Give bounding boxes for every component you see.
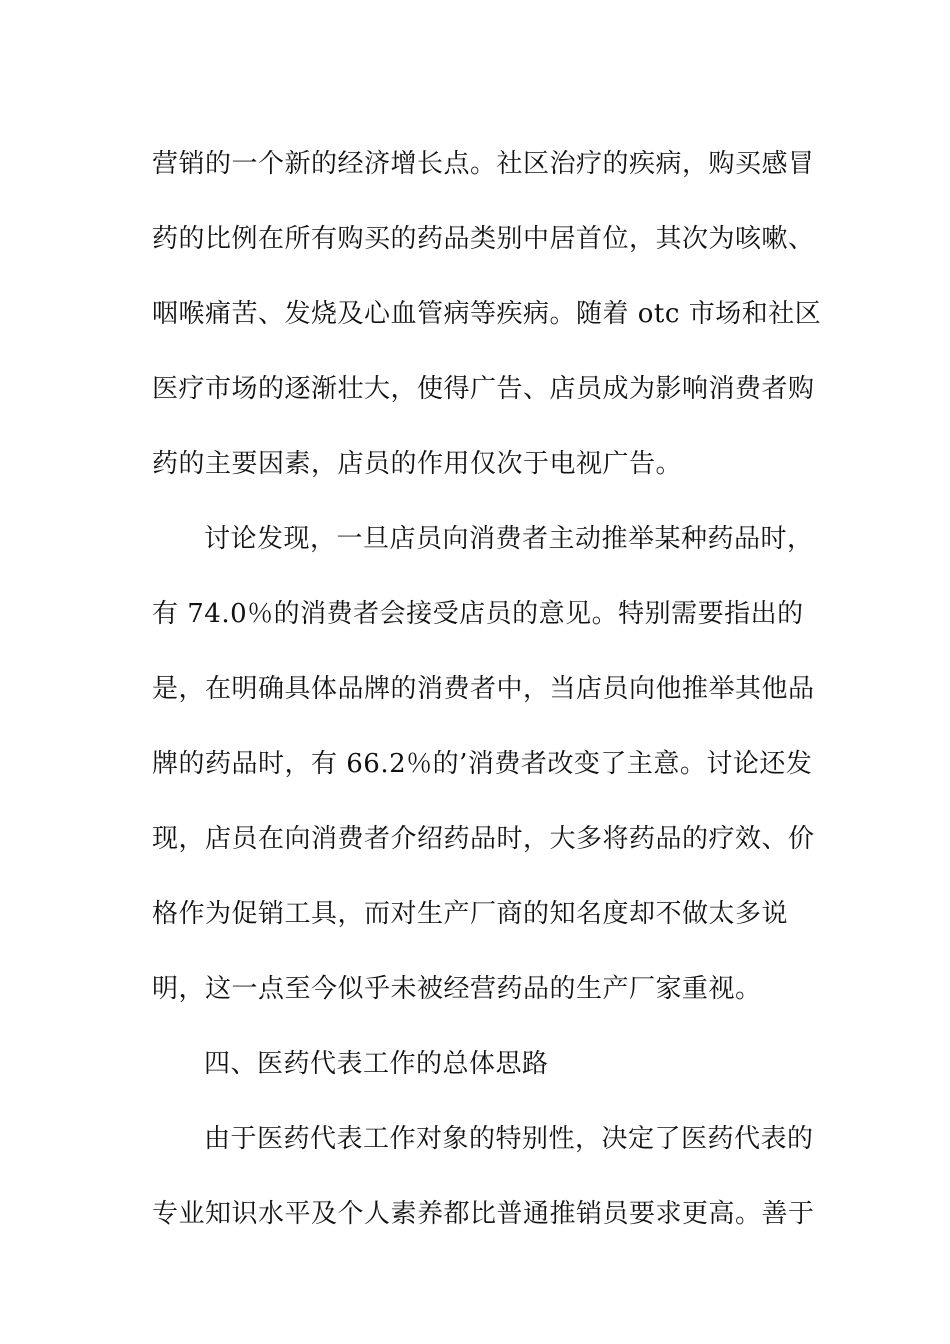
text-line: 药的比例在所有购买的药品类别中居首位，其次为咳嗽、 (152, 224, 815, 254)
text-line: 明，这一点至今似乎未被经营药品的生产厂家重视。 (152, 974, 762, 1004)
document-body (152, 127, 822, 1252)
text-line: 营销的一个新的经济增长点。社区治疗的疾病，购买感冒 (152, 149, 815, 179)
text-line: 牌的药品时，有 66.2％的’消费者改变了主意。讨论还发 (152, 749, 813, 779)
text-line: 是，在明确具体品牌的消费者中，当店员向他推举其他品 (152, 674, 815, 704)
text-line: 讨论发现，一旦店员向消费者主动推举某种药品时， (204, 524, 814, 554)
text-line: 由于医药代表工作对象的特别性，决定了医药代表的 (204, 1124, 814, 1154)
text-line: 医疗市场的逐渐壮大，使得广告、店员成为影响消费者购 (152, 374, 815, 404)
text-line: 药的主要因素，店员的作用仅次于电视广告。 (152, 449, 683, 479)
text-line: 格作为促销工具，而对生产厂商的知名度却不做太多说 (152, 899, 789, 929)
text-line: 咽喉痛苦、发烧及心血管病等疾病。随着 otc 市场和社区 (152, 299, 822, 329)
text-line: 现，店员在向消费者介绍药品时，大多将药品的疗效、价 (152, 824, 815, 854)
section-heading: 四、医药代表工作的总体思路 (204, 1049, 549, 1079)
text-line: 有 74.0％的消费者会接受店员的意见。特别需要指出的 (152, 599, 804, 629)
text-line: 专业知识水平及个人素养都比普通推销员要求更高。善于 (152, 1199, 815, 1229)
